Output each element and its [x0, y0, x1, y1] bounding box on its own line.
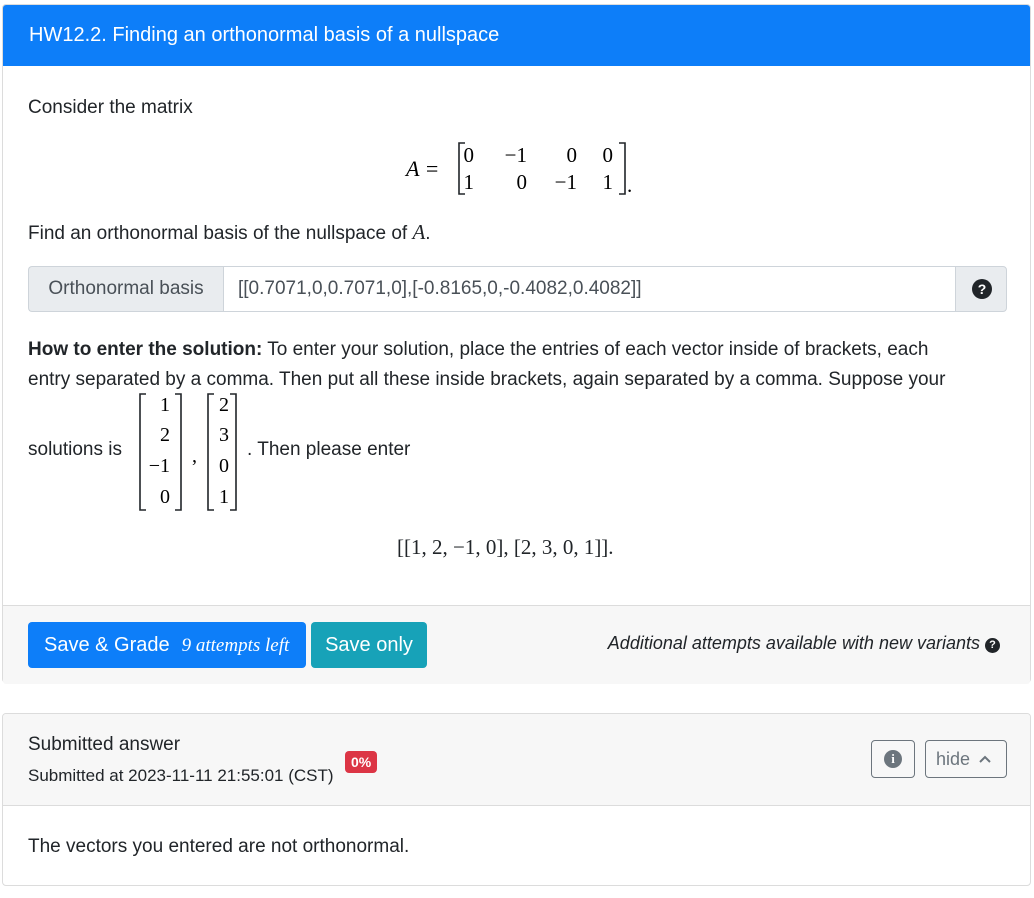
matrix-cell: 1 [463, 170, 474, 194]
attempts-left: 9 attempts left [181, 635, 290, 656]
question-footer [3, 605, 1030, 684]
hide-button[interactable] [925, 740, 1007, 778]
submission-info-button[interactable] [871, 740, 915, 778]
save-only-button[interactable]: Save only [311, 622, 427, 668]
howto-line-1 [28, 335, 928, 365]
intro-text: Consider the matrix [28, 97, 193, 118]
vec2-entry: 1 [219, 486, 229, 508]
matrix-cell: 0 [602, 143, 613, 167]
vec1-right-bracket [175, 394, 181, 510]
vec2-right-bracket [230, 394, 236, 510]
attempts-note: Additional attempts available with new variants [607, 633, 980, 653]
matrix-cell: 0 [463, 143, 474, 167]
matrix-cell: 1 [602, 170, 613, 194]
save-grade-label: Save & Grade [44, 634, 170, 656]
prompt-prefix: Find an orthonormal basis of the nullspace of [28, 223, 408, 244]
question-mark-icon: ? [972, 279, 992, 299]
answer-input-label: Orthonormal basis [28, 266, 223, 312]
prompt-text [28, 217, 431, 249]
howto-bold: How to enter the solution: [28, 339, 263, 360]
answer-input-group [28, 266, 1007, 312]
matrix-display [401, 136, 641, 200]
matrix-trailing: . [627, 173, 633, 197]
vec2-entry: 0 [219, 455, 229, 477]
matrix-cell: −1 [504, 143, 527, 167]
example-prefix: solutions is [28, 439, 122, 460]
vec2-entry: 3 [219, 424, 229, 446]
howto-line-2: entry separated by a comma. Then put all these inside brackets, again separated by a comma. Suppose your [28, 369, 946, 390]
example-comma: , [192, 445, 197, 467]
vec1-left-bracket [140, 394, 146, 510]
question-card [2, 4, 1031, 683]
submission-heading: Submitted answer [28, 734, 181, 755]
hide-label: hide [936, 749, 971, 769]
matrix-right-bracket [619, 143, 625, 194]
score-badge: 0% [345, 751, 377, 773]
vec1-entry: 0 [160, 486, 170, 508]
vec1-entry: −1 [148, 455, 170, 477]
submission-timestamp: Submitted at 2023-11-11 21:55:01 (CST) [28, 766, 334, 785]
submission-header [3, 714, 1030, 806]
example-answer: [[1, 2, −1, 0], [2, 3, 0, 1]]. [397, 535, 614, 559]
prompt-suffix: . [425, 223, 431, 244]
matrix-lhs: A = [406, 156, 440, 181]
matrix-cell: 0 [516, 170, 527, 194]
question-title: HW12.2. Finding an orthonormal basis of a nullspace [3, 5, 1030, 66]
example-vectors [135, 390, 247, 514]
save-grade-button[interactable] [28, 622, 306, 668]
prompt-var: A [412, 220, 426, 244]
chevron-up-icon [978, 754, 992, 764]
submission-card [2, 713, 1031, 886]
vec2-entry: 2 [219, 394, 229, 416]
feedback-text: The vectors you entered are not orthonormal. [28, 836, 410, 857]
vec1-entry: 1 [160, 394, 170, 416]
question-mark-icon[interactable]: ? [985, 638, 1000, 653]
answer-input[interactable]: [[0.7071,0,0.7071,0],[-0.8165,0,-0.4082,0.4082]] [223, 266, 956, 312]
vec2-left-bracket [208, 394, 214, 510]
matrix-cell: −1 [554, 170, 577, 194]
info-icon: i [884, 750, 902, 768]
example-suffix: . Then please enter [247, 439, 411, 460]
howto-text-1: To enter your solution, place the entries of each vector inside of brackets, each [262, 339, 929, 360]
vec1-entry: 2 [160, 424, 170, 446]
answer-help-button[interactable] [955, 266, 1007, 312]
matrix-cell: 0 [566, 143, 577, 167]
